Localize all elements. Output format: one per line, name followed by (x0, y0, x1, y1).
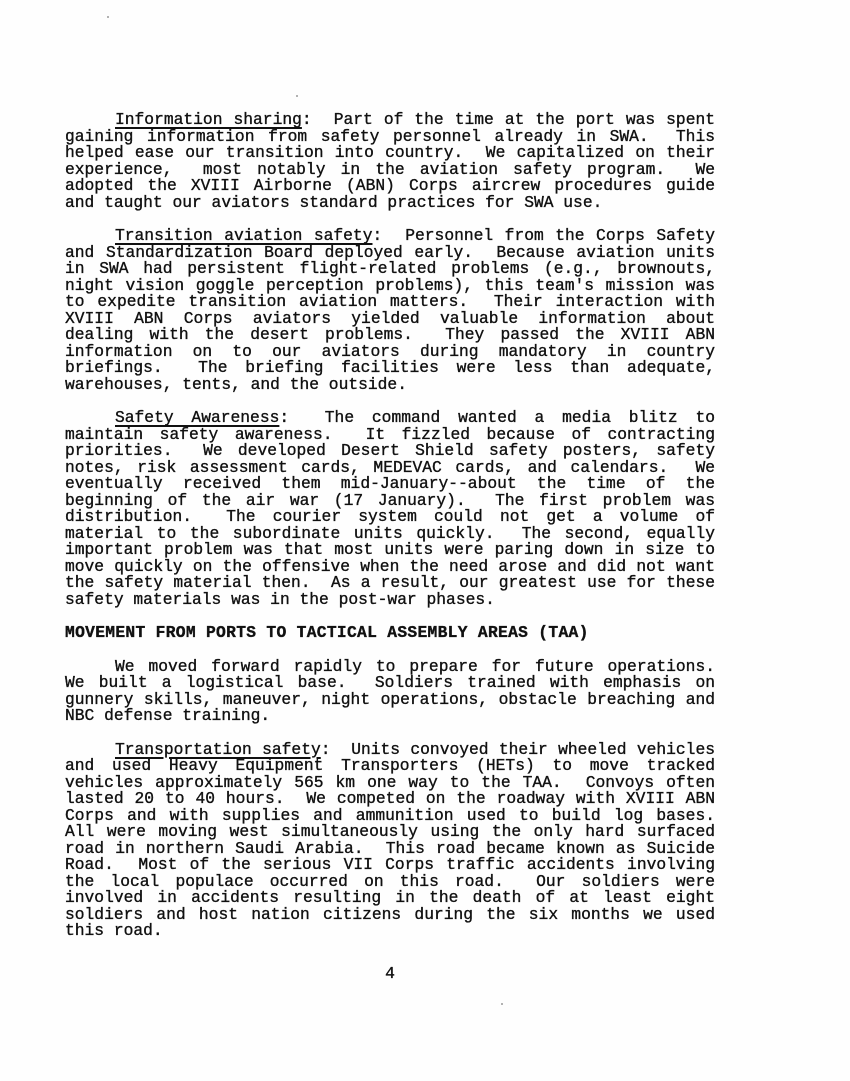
paragraph-movement-intro (65, 656, 735, 725)
heading-separator: : (279, 408, 325, 427)
paragraph-transportation-safety (65, 739, 735, 940)
heading-separator: : (320, 739, 352, 759)
paragraph-body: Personnel from the Corps Safety and Standardization Board deployed early. Because aviation units in SWA had persistent flight-related problems (e.g., brownouts, night vision goggle perception problems), this team's mission was to expedite transition aviation matters. Their interaction with XVIII ABN Corps aviators yielded valuable information about dealing with the desert problems. They passed the XVIII ABN information on to our aviators during mandatory in country briefings. The briefing facilities were less than adequate, warehouses, tents, and the outside. (65, 226, 725, 394)
paragraph-body: Units convoyed their wheeled vehicles and used Heavy Equipment Transporters (HETs) to move tracked vehicles approximately 565 km one way to the TAA. Convoys often lasted 20 to 40 hours. We competed on the roadway with XVIII ABN Corps and with supplies and ammunition used to build log bases. All were moving west simultaneously using the only hard surfaced road in northern Saudi Arabia. This road became known as Suicide Road. Most of the serious VII Corps traffic accidents involving the local populace occurred on this road. Our soldiers were involved in accidents resulting in the death of at least eight soldiers and host nation citizens during the six months we used this road. (65, 739, 735, 940)
paragraph-body: The command wanted a media blitz to maintain safety awareness. It fizzled because of contracting priorities. We developed Desert Shield safety posters, safety notes, risk assessment cards, MEDEVAC cards, and calendars. We eventually received them mid-January--about the time of the beginning of the air war (17 January). The first problem was distribution. The courier system could not get a volume of material to the subordinate units quickly. The second, equally important problem was that most units were paring down in size to move quickly on the offensive when the need arose and did not want the safety material then. As a result, our greatest use for these safety materials was in the post-war phases. (65, 408, 725, 609)
paragraph-information-sharing (65, 110, 725, 212)
page-number: 4 (385, 964, 395, 983)
scan-speck (296, 95, 298, 97)
paragraph-heading: Transition aviation safety (115, 226, 373, 245)
paragraph-body: We moved forward rapidly to prepare for future operations. We built a logistical base. Soldiers trained with emphasis on gunnery skills, maneuver, night operations, obstacle breaching and NBC defense training. (65, 656, 735, 725)
heading-separator: : (301, 110, 334, 129)
heading-separator: : (372, 226, 406, 245)
paragraph-body: Part of the time at the port was spent gaining information from safety personnel already in SWA. This helped ease our transition into country. We capitalized on their experience, most notably in the aviation safety program. We adopted the XVIII Airborne (ABN) Corps aircrew procedures guide and taught our aviators standard practices for SWA use. (65, 110, 725, 212)
paragraph-heading: Information sharing (115, 110, 302, 129)
paragraph-heading: Transportation safety (115, 739, 321, 759)
scan-speck (107, 16, 109, 18)
paragraph-safety-awareness (65, 408, 725, 609)
scan-speck (501, 1003, 503, 1005)
paragraph-transition-aviation-safety (65, 226, 725, 394)
paragraph-heading: Safety Awareness (115, 408, 280, 427)
document-body (65, 110, 735, 940)
section-heading-movement-from-ports: MOVEMENT FROM PORTS TO TACTICAL ASSEMBLY AREAS (TAA) (65, 623, 589, 642)
